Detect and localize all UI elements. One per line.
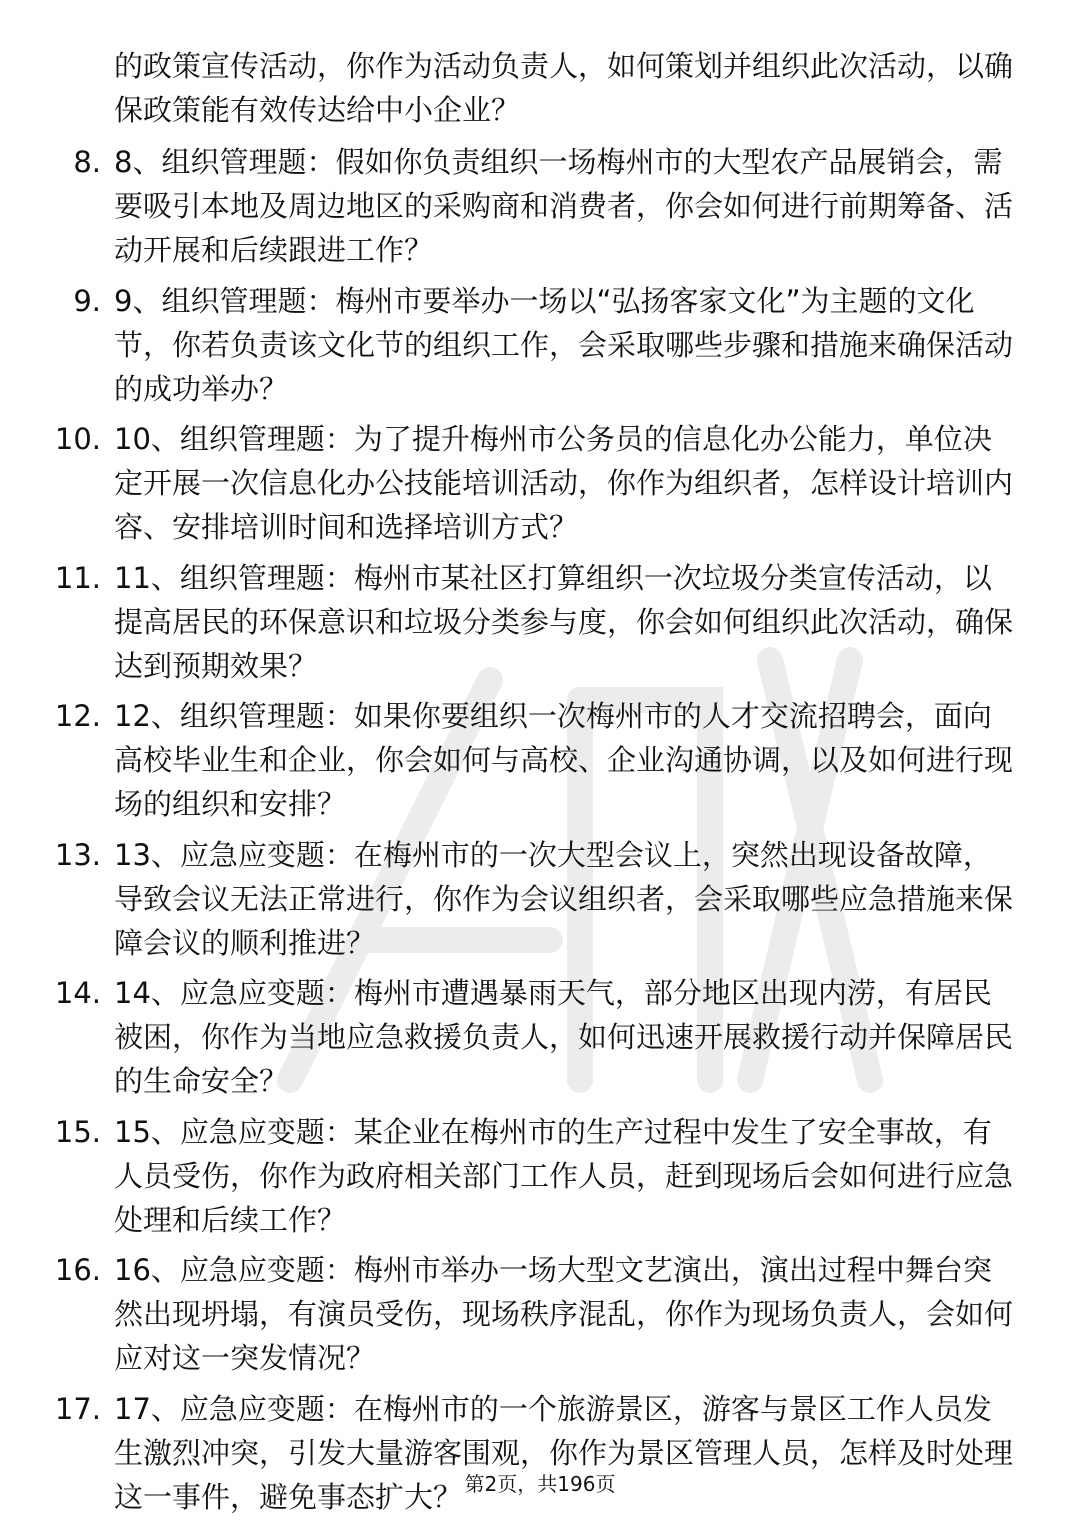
- list-item: [0, 1248, 1080, 1380]
- list-item-text: 17、应急应变题：在梅州市的一个旅游景区，游客与景区工作人员发生激烈冲突，引发大量游客围观，你作为景区管理人员，怎样及时处理这一事件，避免事态扩大？: [114, 1391, 1014, 1514]
- list-item-text: 10、组织管理题：为了提升梅州市公务员的信息化办公能力，单位决定开展一次信息化办公技能培训活动，你作为组织者，怎样设计培训内容、安排培训时间和选择培训方式？: [114, 422, 1014, 544]
- list-item-text: 16、应急应变题：梅州市举办一场大型文艺演出，演出过程中舞台突然出现坍塌，有演员受伤，现场秩序混乱，你作为现场负责人，会如何应对这一突发情况？: [114, 1253, 1014, 1375]
- question-list: [0, 140, 1080, 1525]
- list-item-number: 11.: [54, 560, 101, 595]
- list-item-number: 17.: [54, 1391, 101, 1426]
- list-item-number: 15.: [54, 1114, 101, 1149]
- list-item-text: 15、应急应变题：某企业在梅州市的生产过程中发生了安全事故，有人员受伤，你作为政府相关部门工作人员，赶到现场后会如何进行应急处理和后续工作？: [114, 1114, 1014, 1237]
- list-item: [0, 833, 1080, 965]
- list-item: [0, 1110, 1080, 1242]
- list-item: [0, 279, 1080, 411]
- list-item: [0, 971, 1080, 1103]
- list-item-text: 12、组织管理题：如果你要组织一次梅州市的人才交流招聘会，面向高校毕业生和企业，你会如何与高校、企业沟通协调，以及如何进行现场的组织和安排？: [114, 699, 1014, 821]
- list-item: [0, 556, 1080, 688]
- page-footer: 第2页，共196页: [464, 1472, 616, 1496]
- continuation-paragraph: 的政策宣传活动，你作为活动负责人，如何策划并组织此次活动，以确保政策能有效传达给中小企业？: [114, 49, 1014, 127]
- list-item: [0, 417, 1080, 549]
- list-item: [0, 1387, 1080, 1519]
- list-item-text: 13、应急应变题：在梅州市的一次大型会议上，突然出现设备故障，导致会议无法正常进行，你作为会议组织者，会采取哪些应急措施来保障会议的顺利推进？: [114, 837, 1014, 960]
- list-item-number: 14.: [54, 976, 101, 1010]
- list-item-number: 16.: [54, 1253, 101, 1287]
- list-item-number: 13.: [54, 837, 101, 872]
- list-item-text: 8、组织管理题：假如你负责组织一场梅州市的大型农产品展销会，需要吸引本地及周边地区的采购商和消费者，你会如何进行前期筹备、活动开展和后续跟进工作？: [114, 145, 1014, 267]
- list-item-number: 12.: [54, 699, 101, 733]
- list-item: [0, 694, 1080, 826]
- list-item-number: 9.: [73, 283, 101, 318]
- list-item: [0, 140, 1080, 272]
- list-item-text: 11、组织管理题：梅州市某社区打算组织一次垃圾分类宣传活动，以提高居民的环保意识和垃圾分类参与度，你会如何组织此次活动，确保达到预期效果？: [114, 560, 1014, 683]
- list-item-number: 10.: [54, 422, 101, 456]
- list-item-number: 8.: [73, 145, 101, 179]
- list-item-text: 9、组织管理题：梅州市要举办一场以“弘扬客家文化”为主题的文化节，你若负责该文化节的组织工作，会采取哪些步骤和措施来确保活动的成功举办？: [114, 283, 1014, 406]
- list-item-text: 14、应急应变题：梅州市遭遇暴雨天气，部分地区出现内涝，有居民被困，你作为当地应急救援负责人，如何迅速开展救援行动并保障居民的生命安全？: [114, 976, 1014, 1098]
